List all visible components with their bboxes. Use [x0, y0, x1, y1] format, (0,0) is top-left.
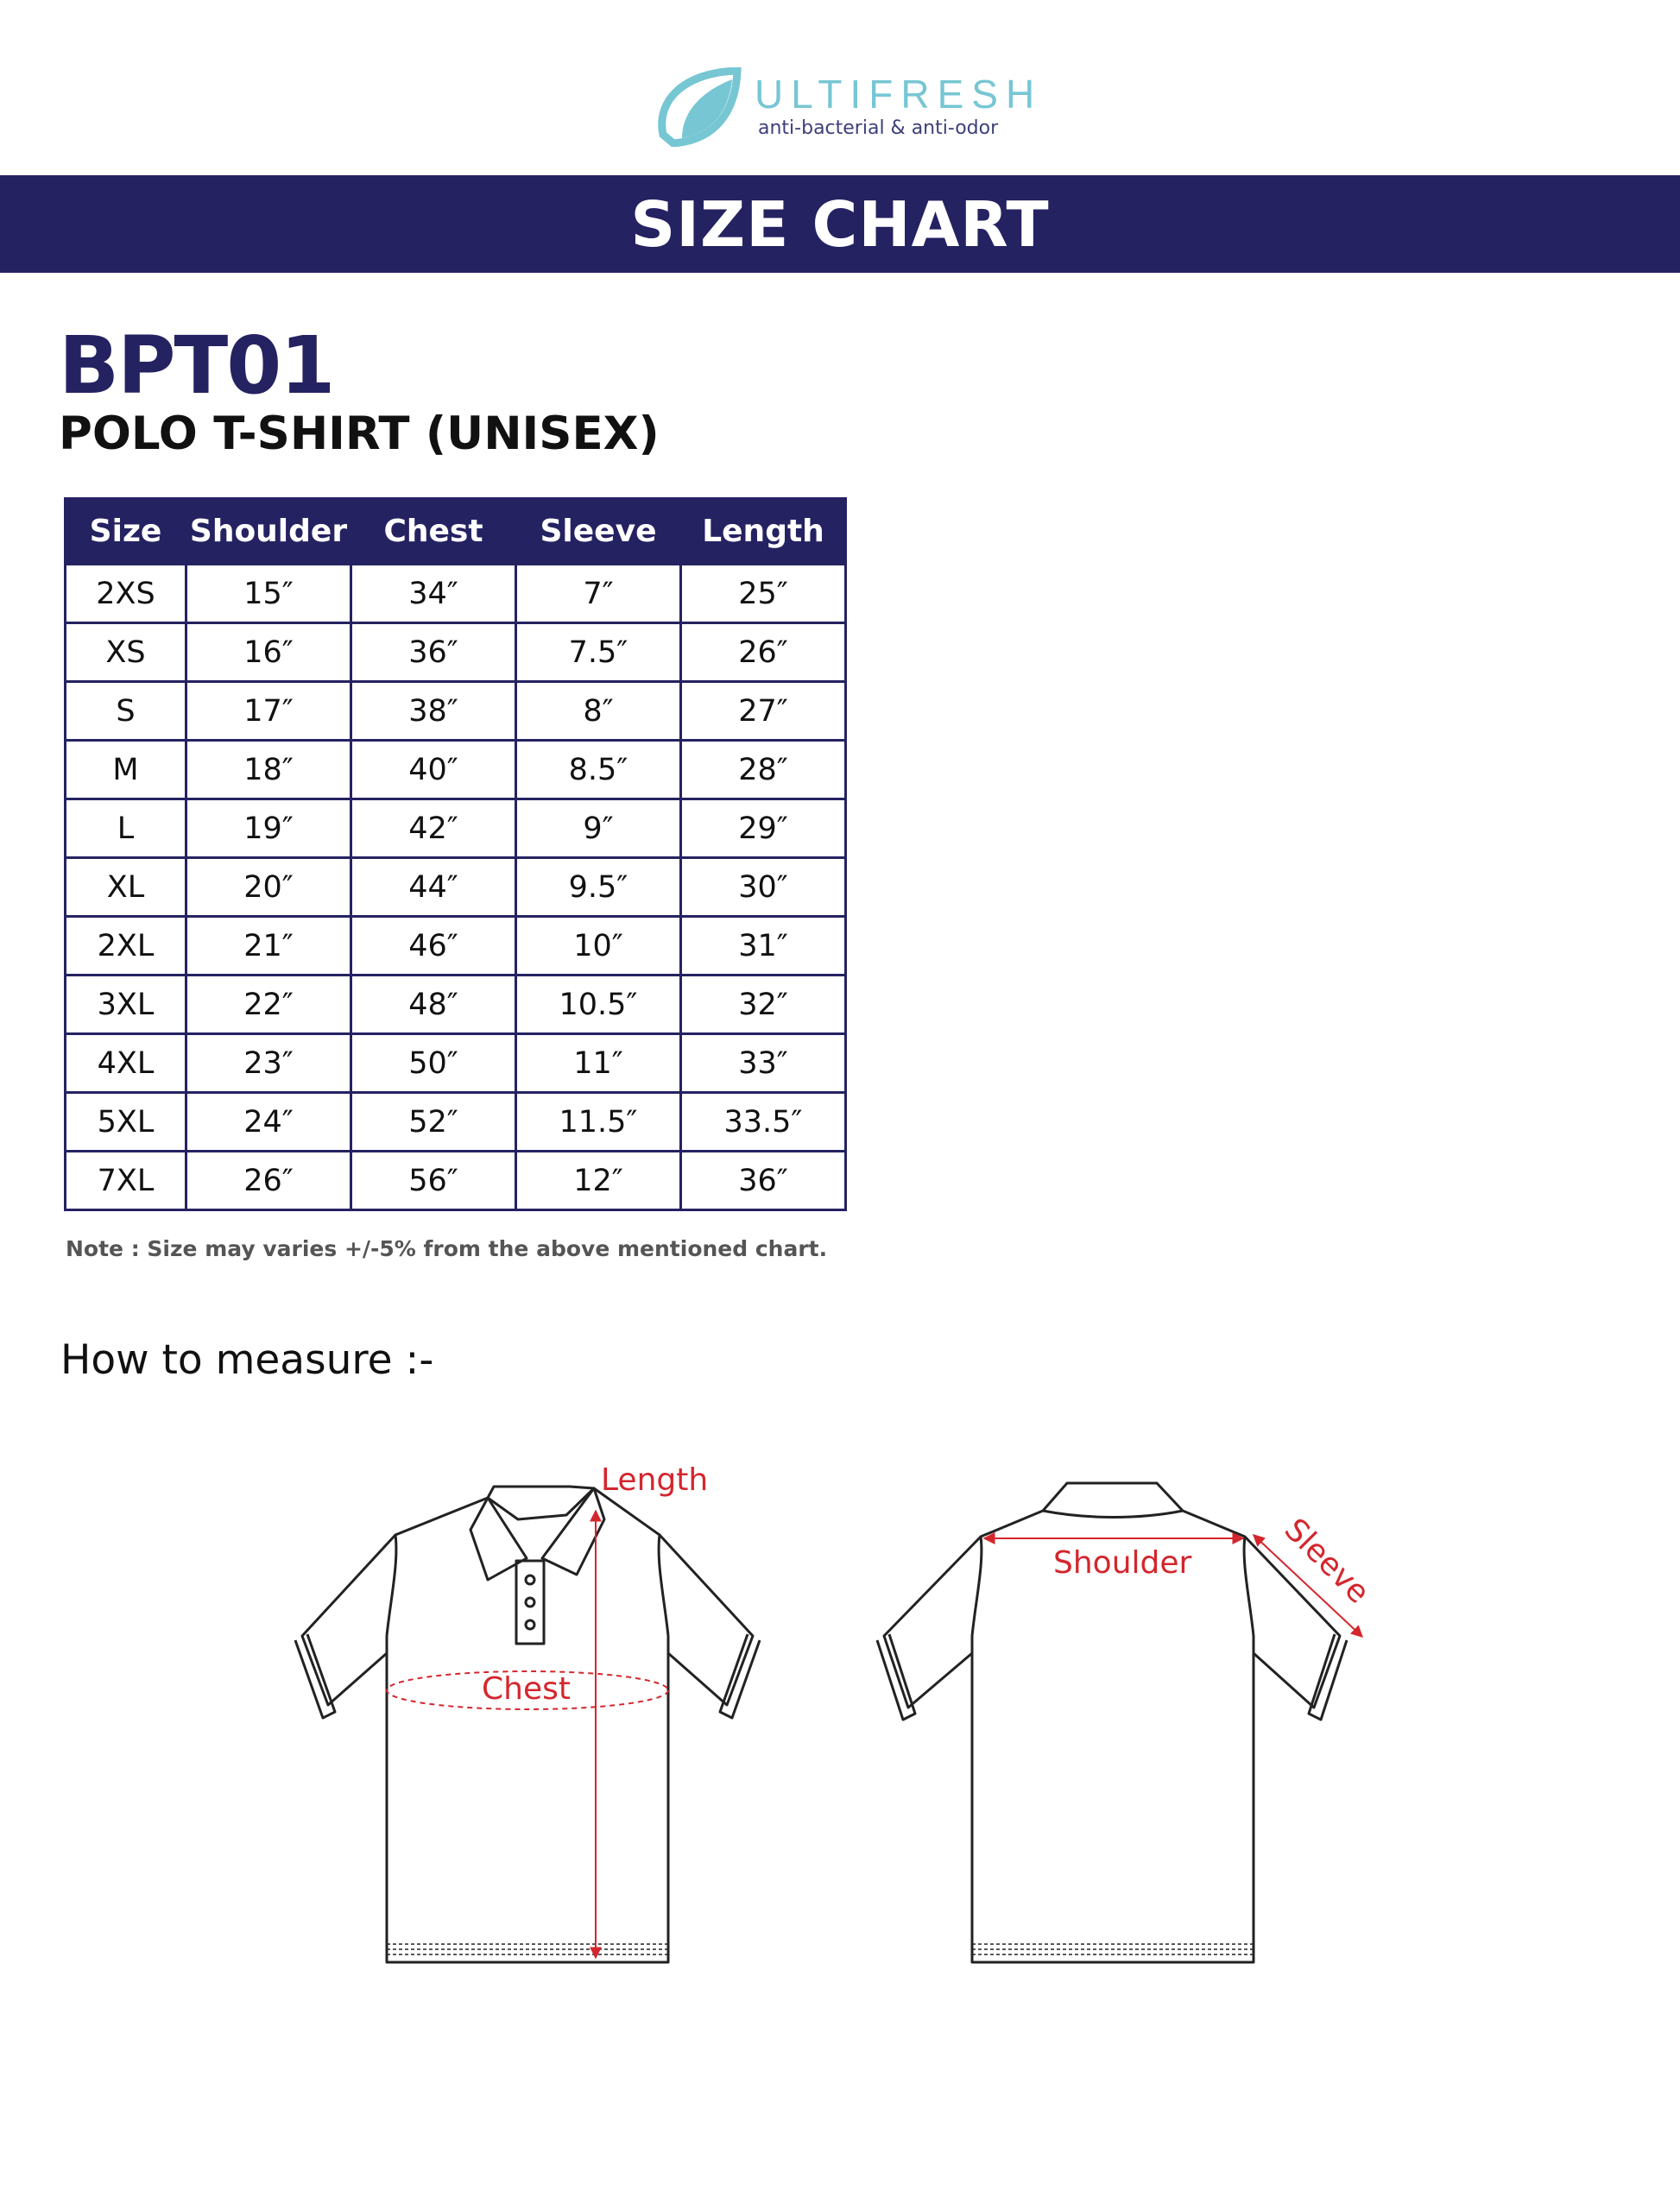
cell-length: 30″ — [681, 858, 846, 917]
cell-shoulder: 18″ — [186, 741, 351, 799]
cell-sleeve: 11.5″ — [516, 1093, 681, 1152]
cell-chest: 48″ — [351, 976, 516, 1034]
cell-sleeve: 10.5″ — [516, 976, 681, 1034]
cell-shoulder: 26″ — [186, 1152, 351, 1210]
cell-shoulder: 22″ — [186, 976, 351, 1034]
table-row — [66, 682, 846, 741]
cell-chest: 50″ — [351, 1034, 516, 1093]
cell-shoulder: 21″ — [186, 917, 351, 976]
leaf-icon — [656, 67, 742, 147]
cell-sleeve: 9″ — [516, 799, 681, 858]
cell-size: 4XL — [66, 1034, 186, 1093]
cell-chest: 52″ — [351, 1093, 516, 1152]
size-note: Note : Size may varies +/-5% from the above mentioned chart. — [66, 1236, 828, 1261]
header-chest: Chest — [351, 499, 516, 565]
header-size: Size — [66, 499, 186, 565]
cell-chest: 36″ — [351, 623, 516, 682]
cell-chest: 42″ — [351, 799, 516, 858]
table-row — [66, 917, 846, 976]
cell-length: 31″ — [681, 917, 846, 976]
cell-size: L — [66, 799, 186, 858]
cell-sleeve: 12″ — [516, 1152, 681, 1210]
cell-size: XL — [66, 858, 186, 917]
cell-length: 25″ — [681, 565, 846, 623]
header-shoulder: Shoulder — [186, 499, 351, 565]
table-header-row — [66, 499, 846, 565]
cell-sleeve: 7.5″ — [516, 623, 681, 682]
cell-chest: 44″ — [351, 858, 516, 917]
cell-length: 33.5″ — [681, 1093, 846, 1152]
table-row — [66, 976, 846, 1034]
cell-length: 36″ — [681, 1152, 846, 1210]
header-length: Length — [681, 499, 846, 565]
brand-logo — [656, 67, 1043, 147]
brand-tagline: anti-bacterial & anti-odor — [758, 117, 999, 139]
cell-sleeve: 7″ — [516, 565, 681, 623]
cell-size: 5XL — [66, 1093, 186, 1152]
cell-size: 3XL — [66, 976, 186, 1034]
table-row — [66, 1034, 846, 1093]
cell-size: XS — [66, 623, 186, 682]
table-row — [66, 623, 846, 682]
size-table — [64, 497, 847, 1211]
table-row — [66, 741, 846, 799]
header-sleeve: Sleeve — [516, 499, 681, 565]
banner-title: SIZE CHART — [630, 187, 1050, 261]
cell-shoulder: 24″ — [186, 1093, 351, 1152]
front-shirt-outline — [295, 1487, 760, 1962]
cell-chest: 40″ — [351, 741, 516, 799]
table-row — [66, 1152, 846, 1210]
cell-chest: 56″ — [351, 1152, 516, 1210]
cell-size: M — [66, 741, 186, 799]
cell-length: 27″ — [681, 682, 846, 741]
cell-sleeve: 9.5″ — [516, 858, 681, 917]
cell-size: S — [66, 682, 186, 741]
measurement-diagram — [0, 1433, 1680, 1986]
table-row — [66, 565, 846, 623]
cell-sleeve: 10″ — [516, 917, 681, 976]
cell-shoulder: 17″ — [186, 682, 351, 741]
cell-length: 32″ — [681, 976, 846, 1034]
table-body — [66, 565, 846, 1210]
cell-sleeve: 8″ — [516, 682, 681, 741]
cell-shoulder: 16″ — [186, 623, 351, 682]
title-banner — [0, 175, 1680, 273]
cell-size: 2XS — [66, 565, 186, 623]
brand-name: ULTIFRESH — [755, 72, 1043, 117]
product-code: BPT01 — [59, 319, 334, 412]
cell-chest: 34″ — [351, 565, 516, 623]
table-row — [66, 1093, 846, 1152]
cell-shoulder: 15″ — [186, 565, 351, 623]
cell-length: 28″ — [681, 741, 846, 799]
table-row — [66, 799, 846, 858]
cell-sleeve: 8.5″ — [516, 741, 681, 799]
table-row — [66, 858, 846, 917]
cell-length: 26″ — [681, 623, 846, 682]
cell-size: 2XL — [66, 917, 186, 976]
cell-shoulder: 20″ — [186, 858, 351, 917]
shoulder-label: Shoulder — [1053, 1545, 1192, 1581]
length-label: Length — [601, 1462, 709, 1498]
cell-length: 33″ — [681, 1034, 846, 1093]
chest-label: Chest — [482, 1671, 571, 1707]
cell-shoulder: 23″ — [186, 1034, 351, 1093]
cell-shoulder: 19″ — [186, 799, 351, 858]
sleeve-label: Sleeve — [1277, 1512, 1376, 1611]
cell-size: 7XL — [66, 1152, 186, 1210]
product-name: POLO T-SHIRT (UNISEX) — [59, 407, 660, 460]
cell-length: 29″ — [681, 799, 846, 858]
how-to-measure-heading: How to measure :- — [60, 1336, 434, 1384]
cell-chest: 38″ — [351, 682, 516, 741]
cell-chest: 46″ — [351, 917, 516, 976]
cell-sleeve: 11″ — [516, 1034, 681, 1093]
